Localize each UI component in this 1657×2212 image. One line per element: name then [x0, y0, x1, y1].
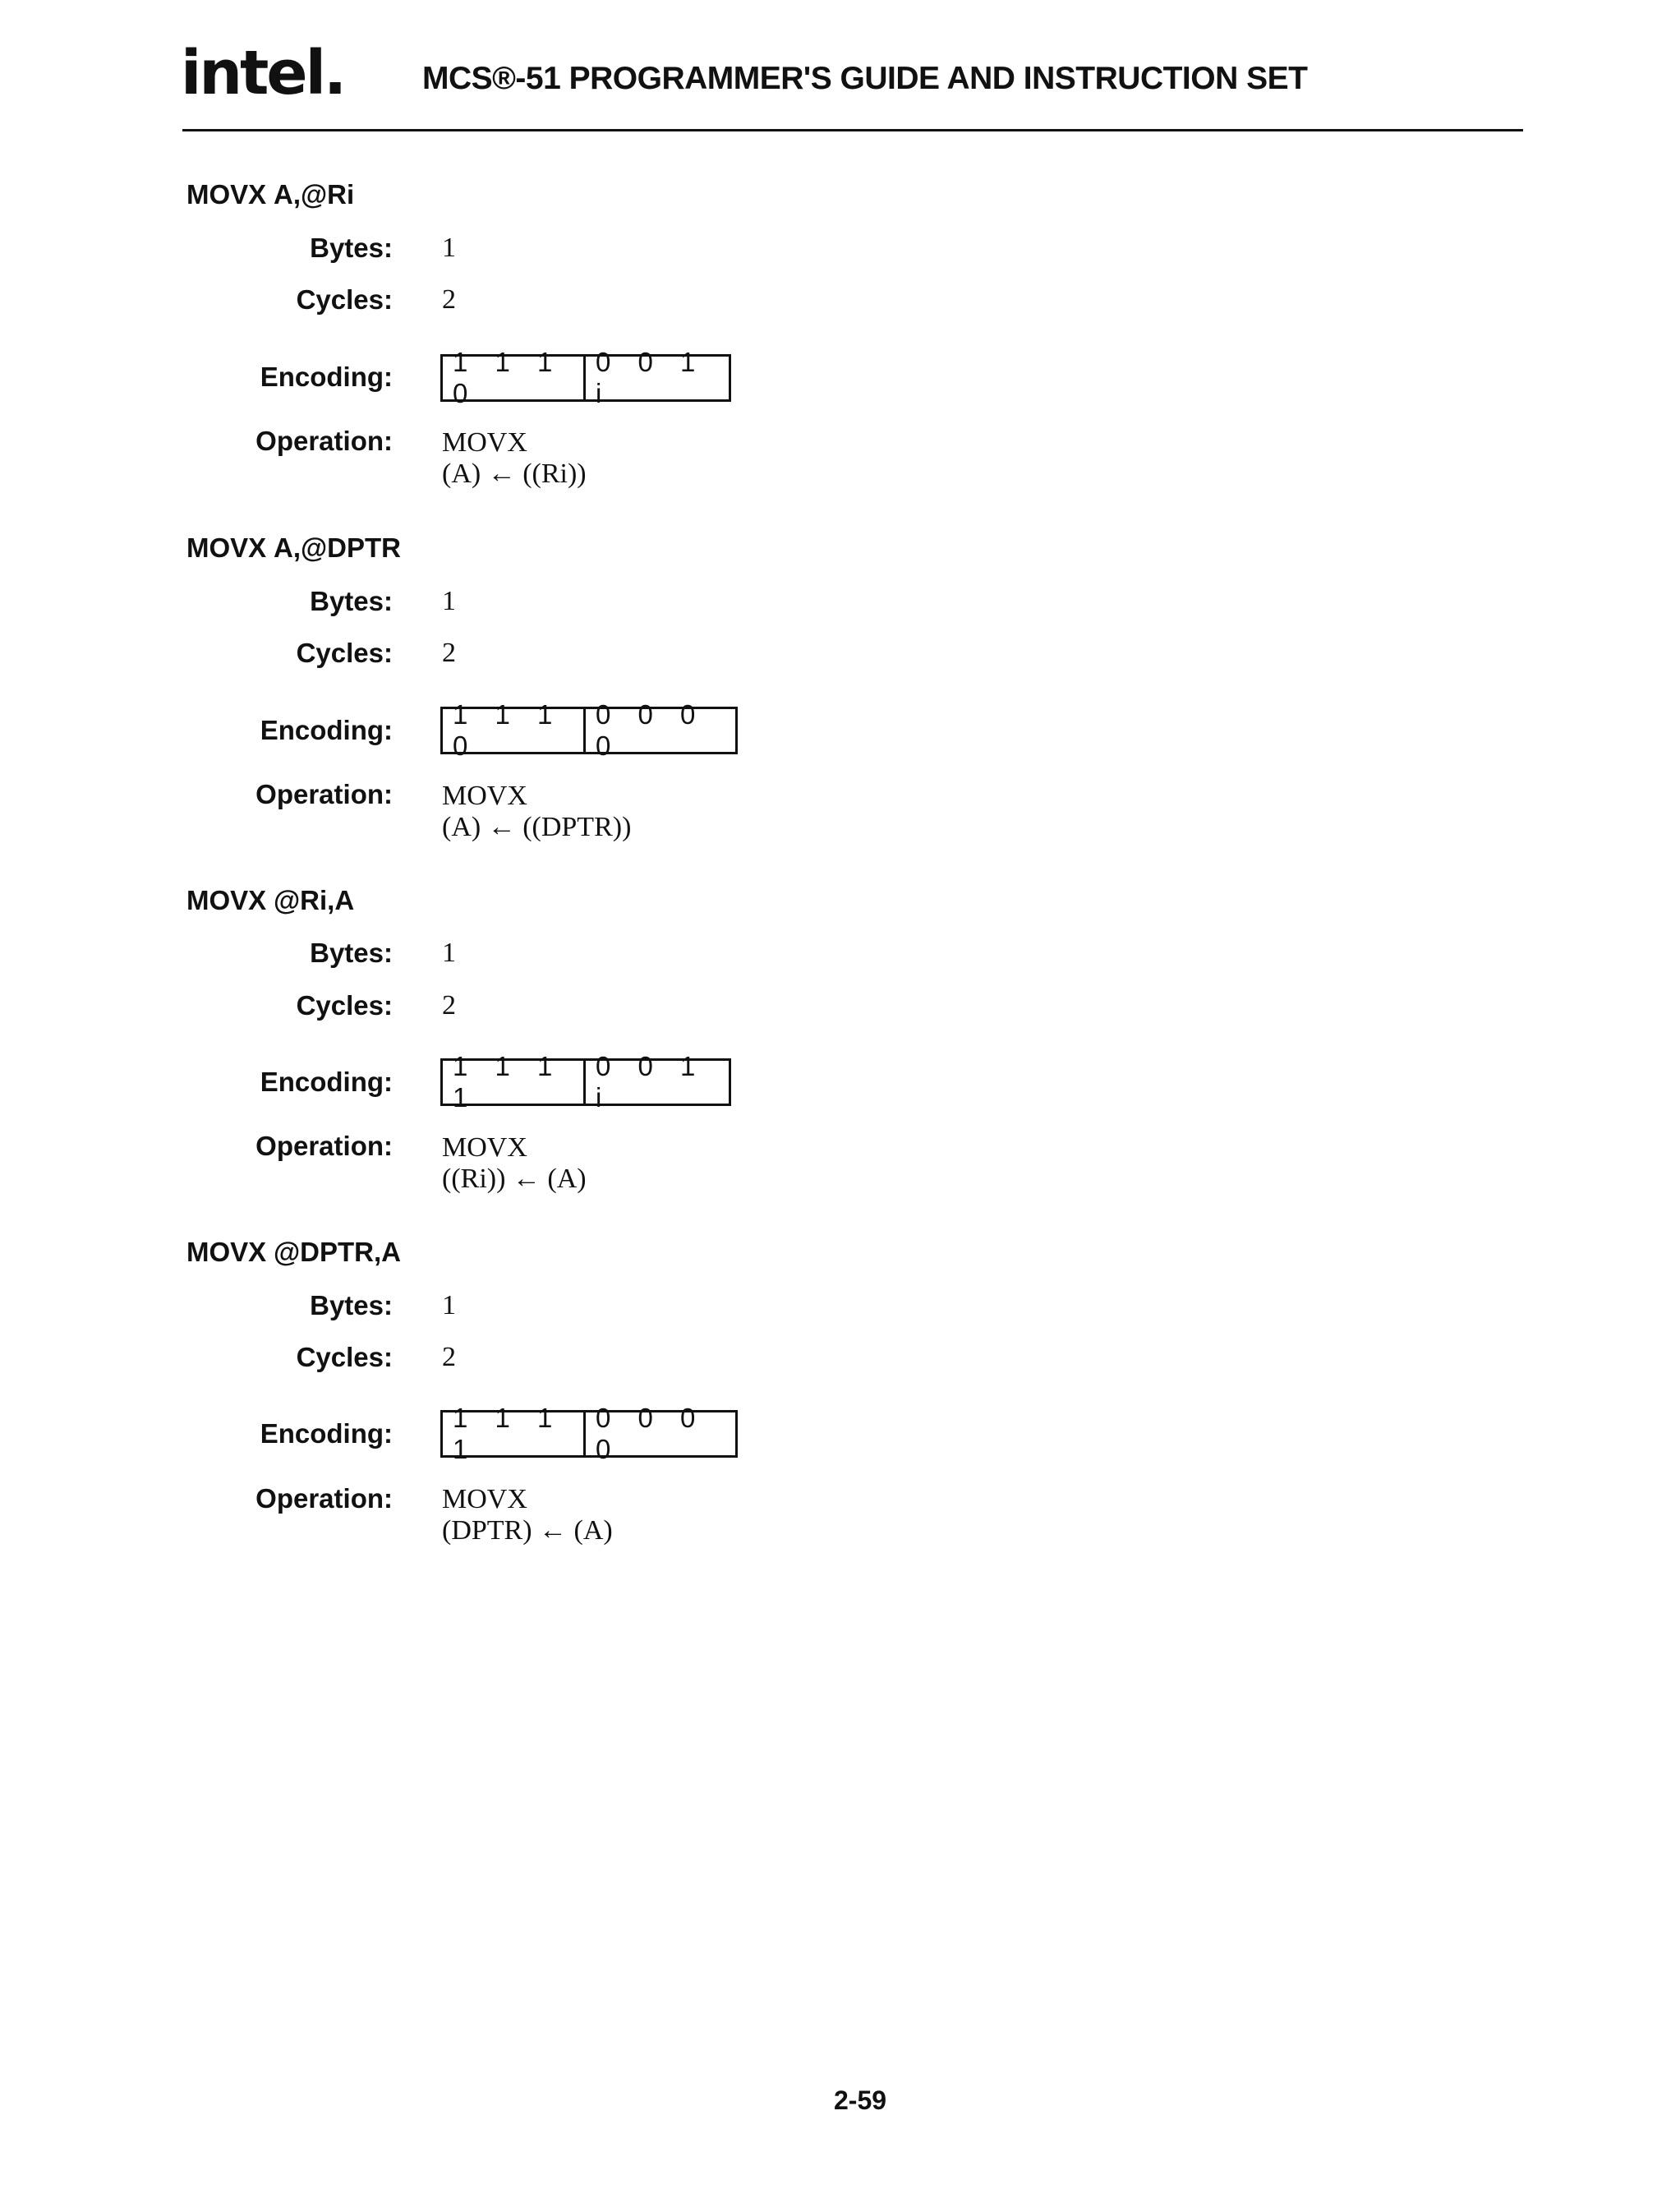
instruction-operands: @DPTR,A	[274, 1237, 402, 1267]
operation-label: Operation:	[255, 779, 393, 809]
bytes-label: Bytes:	[310, 233, 393, 263]
instruction-title-movx-ri-a	[186, 885, 354, 916]
encoding-high-nibble: 1 1 1 1	[443, 1412, 586, 1455]
operation-label: Operation:	[255, 1131, 393, 1161]
cycles-value: 2	[442, 638, 456, 668]
encoding-box	[440, 1403, 738, 1464]
header-divider	[182, 129, 1523, 131]
encoding-low-nibble: 0 0 1 i	[596, 1051, 706, 1113]
operation-label: Operation:	[255, 1483, 393, 1514]
instruction-operands: A,@Ri	[274, 179, 355, 210]
bytes-value: 1	[442, 586, 456, 616]
instruction-operands: A,@DPTR	[274, 532, 402, 563]
encoding-box	[440, 347, 731, 408]
page-number: 2-59	[834, 2085, 887, 2115]
operation-expression: (A) ← ((Ri))	[442, 459, 587, 489]
operation-expression: (A) ← ((DPTR))	[442, 812, 632, 842]
encoding-label: Encoding:	[260, 1418, 393, 1449]
operation-mnemonic: MOVX	[442, 1132, 527, 1163]
encoding-box	[440, 1051, 731, 1113]
encoding-box	[440, 699, 738, 761]
bytes-label: Bytes:	[310, 586, 393, 616]
cycles-label: Cycles:	[296, 1342, 393, 1372]
cycles-value: 2	[442, 1342, 456, 1372]
bytes-value: 1	[442, 233, 456, 263]
cycles-label: Cycles:	[296, 638, 393, 668]
operation-expression: (DPTR) ← (A)	[442, 1515, 613, 1546]
encoding-low-nibble: 0 0 0 0	[596, 699, 706, 761]
instruction-mnemonic: MOVX	[186, 532, 267, 563]
encoding-low-nibble: 0 0 1 i	[596, 347, 706, 408]
operation-mnemonic: MOVX	[442, 427, 527, 458]
operation-expression: ((Ri)) ← (A)	[442, 1164, 587, 1194]
operation-mnemonic: MOVX	[442, 1484, 527, 1514]
encoding-low-nibble: 0 0 0 0	[596, 1403, 706, 1464]
encoding-high-nibble: 1 1 1 1	[443, 1061, 586, 1104]
encoding-high-nibble: 1 1 1 0	[443, 709, 586, 752]
operation-label: Operation:	[255, 426, 393, 456]
cycles-label: Cycles:	[296, 284, 393, 315]
instruction-title-movx-dptr-a	[186, 1237, 401, 1268]
operation-mnemonic: MOVX	[442, 781, 527, 811]
encoding-label: Encoding:	[260, 1067, 393, 1097]
encoding-label: Encoding:	[260, 362, 393, 392]
instruction-mnemonic: MOVX	[186, 179, 267, 210]
cycles-value: 2	[442, 990, 456, 1021]
instruction-title-movx-a-ri	[186, 179, 354, 210]
encoding-high-nibble: 1 1 1 0	[443, 357, 586, 399]
instruction-mnemonic: MOVX	[186, 1237, 267, 1267]
bytes-value: 1	[442, 938, 456, 968]
instruction-mnemonic: MOVX	[186, 885, 267, 915]
encoding-label: Encoding:	[260, 715, 393, 745]
bytes-label: Bytes:	[310, 1290, 393, 1320]
instruction-operands: @Ri,A	[274, 885, 355, 915]
page-header-title: MCS®-51 PROGRAMMER'S GUIDE AND INSTRUCTION SET	[422, 61, 1308, 96]
bytes-value: 1	[442, 1290, 456, 1320]
intel-logo: intel.	[181, 38, 345, 108]
cycles-label: Cycles:	[296, 990, 393, 1021]
cycles-value: 2	[442, 284, 456, 315]
bytes-label: Bytes:	[310, 938, 393, 968]
instruction-title-movx-a-dptr	[186, 532, 401, 564]
